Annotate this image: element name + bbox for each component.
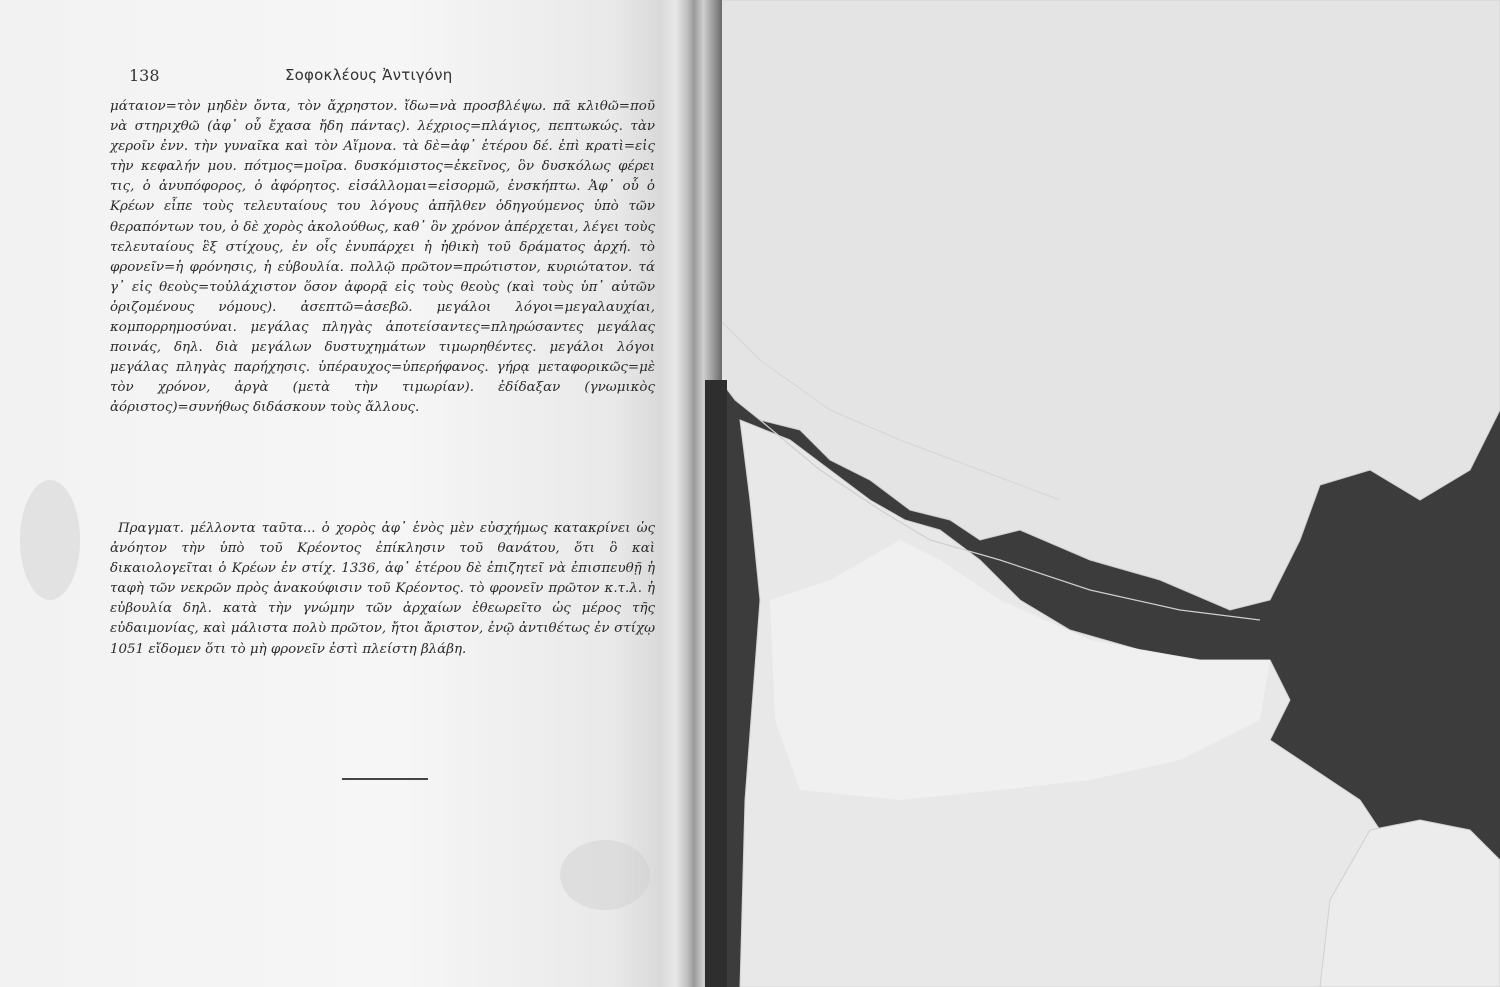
page-header xyxy=(125,62,645,88)
running-head: Σοφοκλέους Ἀντιγόνη xyxy=(285,66,453,84)
spine-shadow xyxy=(705,380,727,987)
left-page xyxy=(0,0,668,987)
end-rule xyxy=(342,778,428,780)
paper-stain xyxy=(560,840,650,910)
page-number: 138 xyxy=(129,66,160,85)
commentary-paragraph: Πραγματ. μέλλοντα ταῦτα... ὁ χορὸς ἀφ᾽ ἑνὸς μὲν εὐσχήμως κατακρίνει ὡς ἀνόητον τὴν ὑπὸ τοῦ Κρέοντος ἐπίκλησιν τοῦ θανάτου, ὅτι ὃ καὶ δικαιολογεῖται ὁ Κρέων ἐν στίχ. 1336, ἀφ᾽ ἑτέρου δὲ ἐπιζητεῖ νὰ ἐπισπευθῇ ἡ ταφὴ τῶν νεκρῶν πρὸς ἀνακούφισιν τοῦ Κρέοντος. τὸ φρονεῖν πρῶτον κ.τ.λ. ἡ εὐβουλία δηλ. κατὰ τὴν γνώμην τῶν ἀρχαίων ἐθεωρεῖτο ὡς μέρος τῆς εὐδαιμονίας, καὶ μάλιστα πολὺ πρῶτον, ἤτοι ἄριστον, ἐνῷ ἀντιθέτως ἐν στίχῳ 1051 εἴδομεν ὅτι τὸ μὴ φρονεῖν ἐστὶ πλείστη βλάβη. xyxy=(110,521,655,657)
commentary-paragraph: μάταιον=τὸν μηδὲν ὄντα, τὸν ἄχρηστον. ἴδω=νὰ προσβλέψω. πᾶ κλιθῶ=ποῦ νὰ στηριχθῶ (ἀφ᾽ οὗ ἔχασα ἤδη πάντας). λέχριος=πλάγιος, πεπτωκώς. τὰν χεροῖν ἐνν. τὴν γυναῖκα καὶ τὸν Αἵμονα. τὰ δὲ=ἀφ᾽ ἑτέρου δέ. ἐπὶ κρατὶ=εἰς τὴν κεφαλήν μου. πότμος=μοῖρα. δυσκόμιστος=ἐκεῖνος, ὃν δυσκόλως φέρει τις, ὁ ἀνυπόφορος, ὁ ἀφόρητος. εἰσάλλομαι=εἰσορμῶ, ἐνσκήπτω. Ἀφ᾽ οὗ ὁ Κρέων εἶπε τοὺς τελευταίους του λόγους ἀπῆλθεν ὁδηγούμενος ὑπὸ τῶν θεραπόντων του, ὁ δὲ χορὸς ἀκολούθως, καθ᾽ ὃν χρόνον ἀπέρχεται, λέγει τοὺς τελευταίους ἓξ στίχους, ἐν οἷς ἐνυπάρχει ἡ ἠθικὴ τοῦ δράματος ἀρχή. τὸ φρονεῖν=ἡ φρόνησις, ἡ εὐβουλία. πολλῷ πρῶτον=πρώτιστον, κυριώτατον. τά γ᾽ εἰς θεοὺς=τοὐλάχιστον ὅσον ἀφορᾷ εἰς τοὺς θεοὺς (καὶ τοὺς ὑπ᾽ αὐτῶν ὁριζομένους νόμους). ἀσεπτῶ=ἀσεβῶ. μεγάλοι λόγοι=μεγαλαυχίαι, κομπορρημοσύναι. μεγάλας πληγὰς ἀποτείσαντες=πληρώσαντες μεγάλας ποινάς, δηλ. διὰ μεγάλων δυστυχημάτων τιμωρηθέντες. μεγάλοι λόγοι μεγάλας πληγὰς παρήχησις. ὑπέραυχος=ὑπερήφανος. γήρᾳ μεταφορικῶς=μὲ τὸν χρόνον, ἀργὰ (μετὰ τὴν τιμωρίαν). ἐδίδαξαν (γνωμικὸς ἀόριστος)=συνήθως διδάσκουν τοὺς ἄλλους. xyxy=(110,99,655,416)
paper-stain xyxy=(20,480,80,600)
